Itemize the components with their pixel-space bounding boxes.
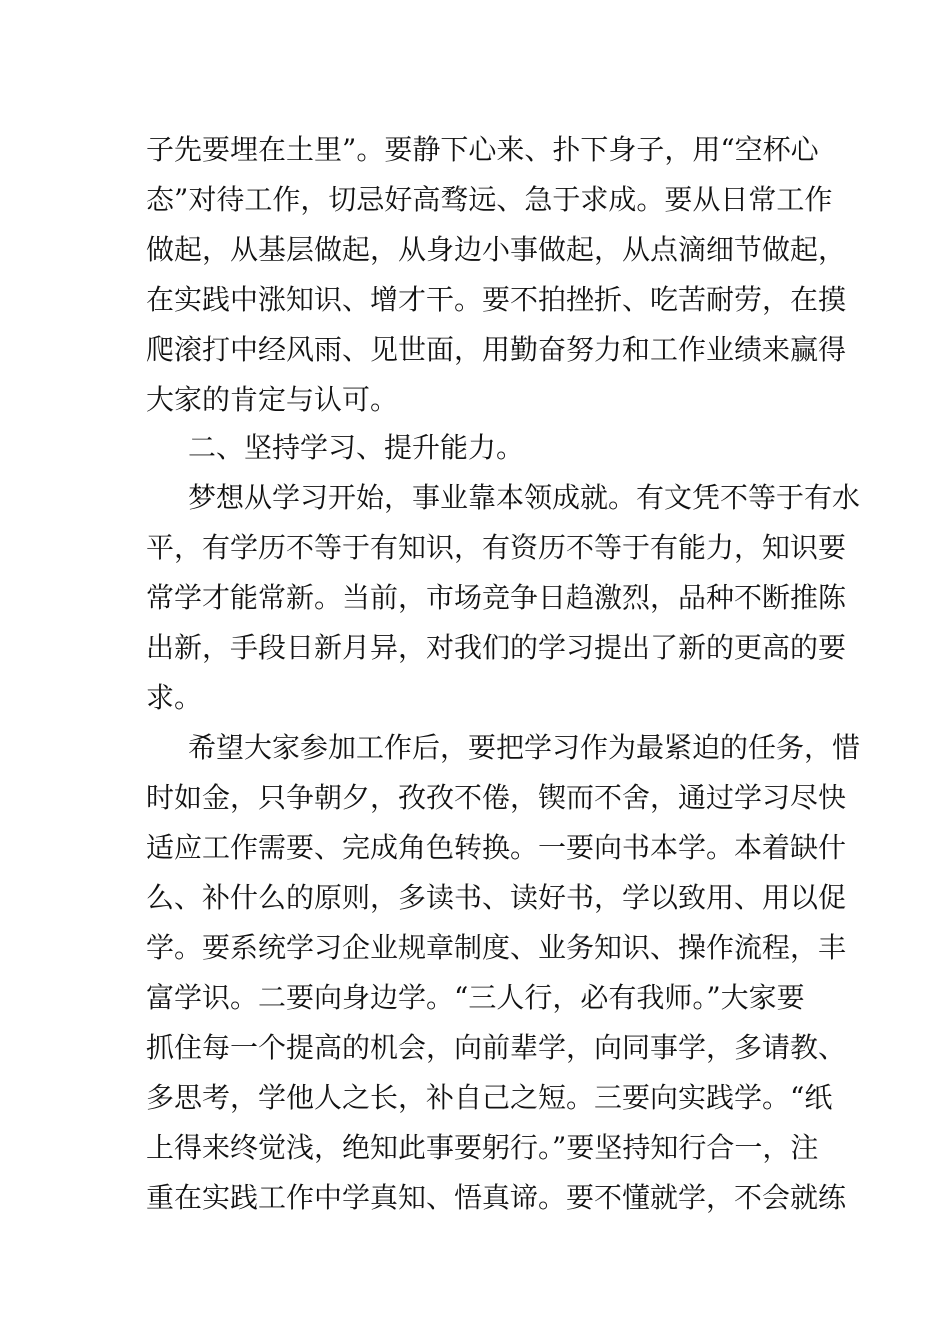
text-line: 出新，手段日新月异，对我们的学习提出了新的更高的要 xyxy=(146,631,847,664)
text-line: 常学才能常新。当前，市场竞争日趋激烈，品种不断推陈 xyxy=(146,581,847,614)
paragraph-first-line: 梦想从学习开始，事业靠本领成就。有文凭不等于有水 xyxy=(188,481,861,514)
paragraph-first-line: 希望大家参加工作后，要把学习作为最紧迫的任务，惜 xyxy=(188,731,861,764)
text-line: 上得来终觉浅，绝知此事要躬行。”要坚持知行合一，注 xyxy=(146,1131,819,1164)
text-line: 大家的肯定与认可。 xyxy=(146,383,399,416)
text-line: 平，有学历不等于有知识，有资历不等于有能力，知识要 xyxy=(146,531,847,564)
text-line: 重在实践工作中学真知、悟真谛。要不懂就学，不会就练 xyxy=(146,1181,847,1214)
text-line: 抓住每一个提高的机会，向前辈学，向同事学，多请教、 xyxy=(146,1031,847,1064)
text-line: 么、补什么的原则，多读书、读好书，学以致用、用以促 xyxy=(146,881,847,914)
text-line: 时如金，只争朝夕，孜孜不倦，锲而不舍，通过学习尽快 xyxy=(146,781,847,814)
text-line: 富学识。二要向身边学。“三人行，必有我师。”大家要 xyxy=(146,981,805,1014)
text-line: 多思考，学他人之长，补自己之短。三要向实践学。“纸 xyxy=(146,1081,833,1114)
text-line: 子先要埋在土里”。要静下心来、扑下身子，用“空杯心 xyxy=(146,133,819,166)
text-line: 求。 xyxy=(146,681,203,714)
text-line: 学。要系统学习企业规章制度、业务知识、操作流程，丰 xyxy=(146,931,847,964)
section-heading: 二、坚持学习、提升能力。 xyxy=(188,431,525,464)
text-line: 适应工作需要、完成角色转换。一要向书本学。本着缺什 xyxy=(146,831,847,864)
text-line: 态”对待工作，切忌好高骛远、急于求成。要从日常工作 xyxy=(146,183,833,216)
text-line: 在实践中涨知识、增才干。要不拍挫折、吃苦耐劳，在摸 xyxy=(146,283,847,316)
text-line: 做起，从基层做起，从身边小事做起，从点滴细节做起， xyxy=(146,233,847,266)
text-line: 爬滚打中经风雨、见世面，用勤奋努力和工作业绩来赢得 xyxy=(146,333,847,366)
